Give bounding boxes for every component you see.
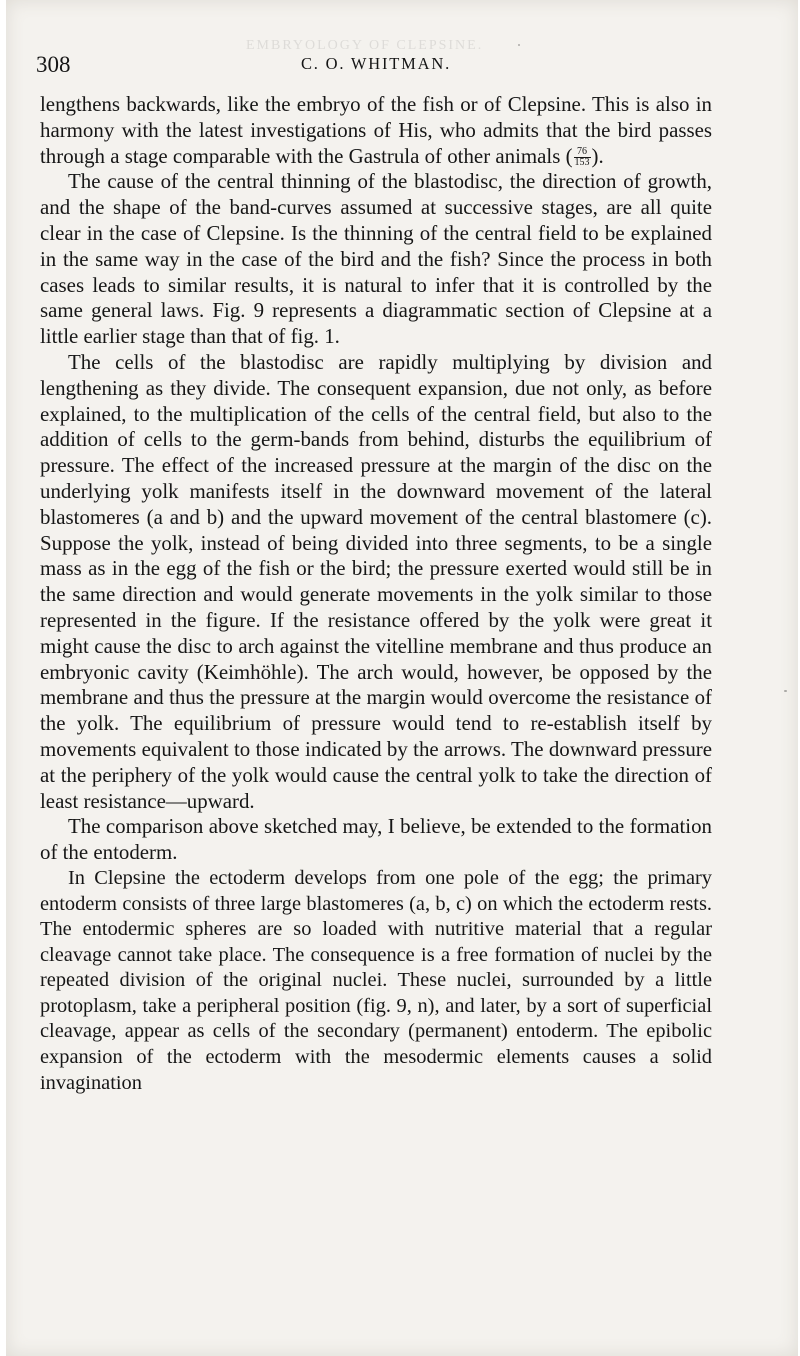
running-head: C. O. WHITMAN. bbox=[300, 54, 451, 73]
page-header bbox=[36, 48, 716, 80]
page-number: 308 bbox=[36, 52, 71, 77]
margin-speck bbox=[784, 690, 787, 692]
paragraph-1-tail: ). bbox=[591, 143, 604, 168]
paragraph-4: The comparison above sketched may, I believe, be extended to the formation of the entoderm. bbox=[40, 814, 712, 865]
fraction-denominator: 153 bbox=[574, 157, 590, 169]
paragraph-3: The cells of the blastodisc are rapidly multiplying by division and lengthening as they divide. The consequent expansion, due not only, as before explained, to the multiplication of the cells of the central field, but also to the addition of cells to the germ-bands from behind, disturbs the equilibrium of pressure. The effect of the increased pressure at the margin of the disc on the underlying yolk manifests itself in the downward movement of the lateral blastomeres (a and b) and the upward movement of the central blastomere (c). Suppose the yolk, instead of being divided into three segments, to be a single mass as in the egg of the fish or the bird; the pressure exerted would still be in the same direction and would generate movements in the yolk similar to those represented in the figure. If the resistance offered by the yolk were great it might cause the disc to arch against the vitelline membrane and thus produce an embryonic cavity (Keimhöhle). The arch would, however, be opposed by the membrane and thus the pressure at the margin would overcome the resistance of the yolk. The equilibrium of pressure would tend to re-establish itself by movements equivalent to those indicated by the arrows. The downward pressure at the periphery of the yolk would cause the central yolk to take the direction of least resistance—upward. bbox=[40, 349, 712, 813]
fraction-numerator: 76 bbox=[574, 147, 591, 158]
body-text bbox=[40, 92, 712, 1096]
paragraph-5: In Clepsine the ectoderm develops from one pole of the egg; the primary entoderm consists of three large blastomeres (a, b, c) on which the ectoderm rests. The entodermic spheres are so loaded with nutritive material that a regular cleavage cannot take place. The consequence is a free formation of nuclei by the repeated division of the original nuclei. These nuclei, surrounded by a little protoplasm, take a peripheral position (fig. 9, n), and later, by a sort of superficial cleavage, appear as cells of the secondary (permanent) entoderm. The epibolic expansion of the ectoderm with the mesodermic elements causes a solid invagination bbox=[40, 866, 712, 1094]
fraction bbox=[574, 147, 591, 168]
scanned-page bbox=[6, 0, 798, 1356]
paragraph-1-text: lengthens backwards, like the embryo of the fish or of Clepsine. This is also in harmony with the latest investigations of His, who admits that the bird passes through a stage comparable with the Gastrula of other animals ( bbox=[40, 92, 712, 168]
paragraph-1 bbox=[40, 92, 712, 169]
margin-speck bbox=[518, 44, 520, 46]
bleed-through-text: EMBRYOLOGY OF CLEPSINE. bbox=[246, 38, 484, 53]
paragraph-2: The cause of the central thinning of the blastodisc, the direction of growth, and the shape of the band-curves assumed at successive stages, are all quite clear in the case of Clepsine. Is the thinning of the central field to be explained in the same way in the case of the bird and the fish? Since the process in both cases leads to similar results, it is natural to infer that it is controlled by the same general laws. Fig. 9 represents a diagrammatic section of Clepsine at a little earlier stage than that of fig. 1. bbox=[40, 169, 712, 349]
